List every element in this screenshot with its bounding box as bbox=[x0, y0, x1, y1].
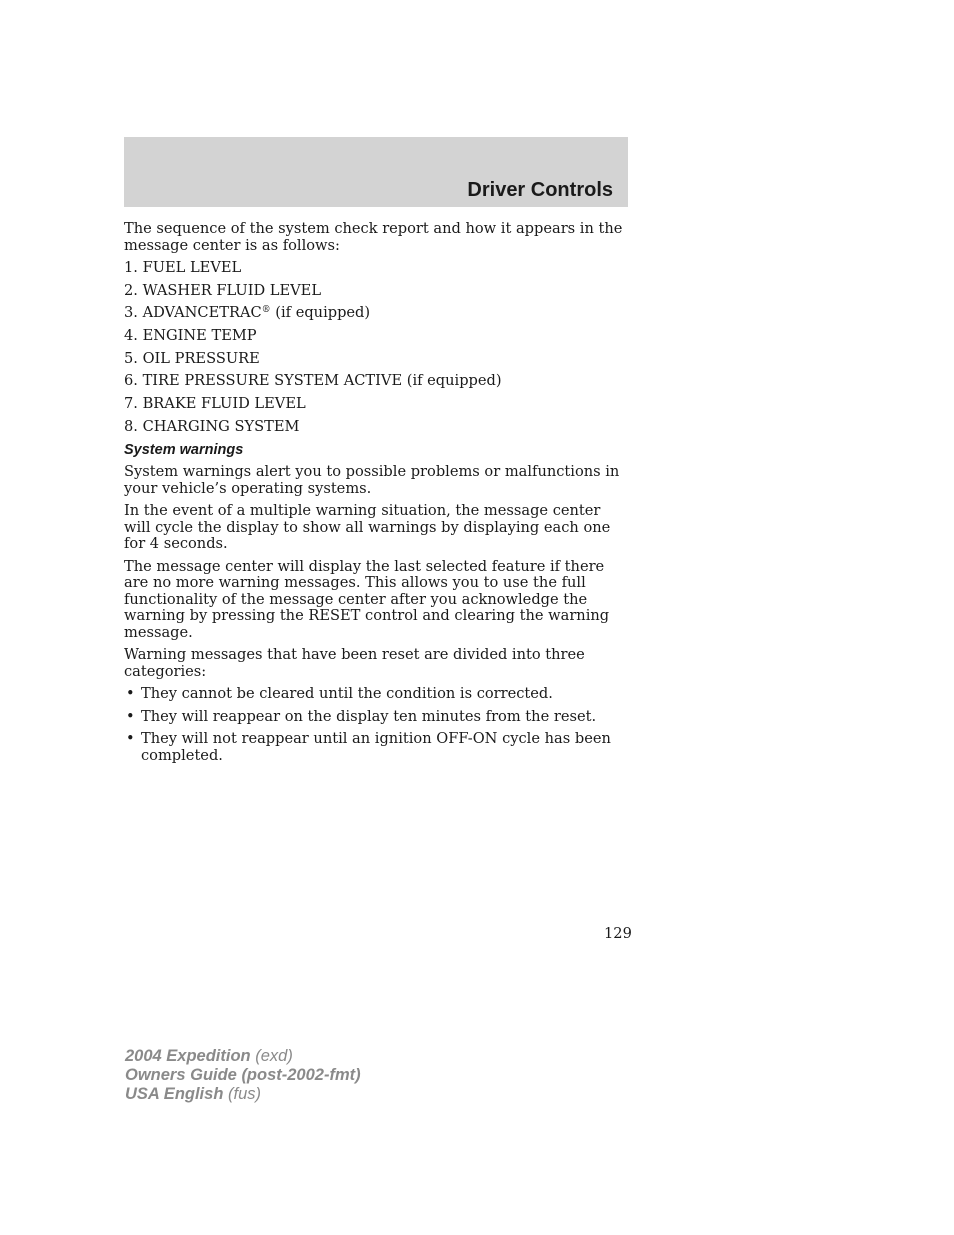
page-content bbox=[124, 221, 630, 770]
list-item-text: 3. ADVANCETRAC bbox=[124, 304, 262, 322]
body-paragraph: The message center will display the last selected feature if there are no more warning messages. This allows you to use the full functionality of the message center after you acknowledge the warning by pressing the RESET control and clearing the warning message. bbox=[124, 557, 610, 641]
list-item-text: 4. ENGINE TEMP bbox=[124, 327, 257, 345]
registered-mark: ® bbox=[261, 305, 271, 316]
system-warnings-heading: System warnings bbox=[124, 442, 244, 459]
page-number: 129 bbox=[604, 925, 632, 942]
footer-model-name: 2004 Expedition bbox=[125, 1047, 251, 1065]
list-item bbox=[124, 260, 630, 277]
footer-line-language bbox=[125, 1085, 361, 1104]
list-item-text: They will reappear on the display ten minutes from the reset. bbox=[141, 707, 597, 725]
list-item bbox=[124, 351, 630, 368]
list-item bbox=[124, 709, 630, 726]
body-paragraph: Warning messages that have been reset are divided into three categories: bbox=[124, 646, 585, 680]
list-item bbox=[124, 305, 630, 322]
list-item-text: 1. FUEL LEVEL bbox=[124, 259, 242, 276]
section-title: Driver Controls bbox=[467, 179, 613, 201]
list-item-text: 6. TIRE PRESSURE SYSTEM ACTIVE (if equipped) bbox=[124, 372, 502, 390]
list-item-text: They cannot be cleared until the condition is corrected. bbox=[141, 685, 553, 703]
section-header-band bbox=[124, 137, 628, 207]
footer-line-guide bbox=[125, 1066, 361, 1085]
footer-language-code: (fus) bbox=[223, 1085, 261, 1103]
list-item-text: 5. OIL PRESSURE bbox=[124, 349, 260, 367]
list-item bbox=[124, 419, 630, 436]
list-item bbox=[124, 328, 630, 345]
footer-model-code: (exd) bbox=[250, 1047, 293, 1065]
list-item bbox=[124, 686, 630, 703]
list-item bbox=[124, 373, 630, 390]
bullet-icon: • bbox=[126, 707, 135, 725]
list-item bbox=[124, 283, 630, 300]
list-item-text: They will not reappear until an ignition OFF-ON cycle has been completed. bbox=[141, 730, 611, 764]
intro-paragraph: The sequence of the system check report and how it appears in the message center is as follows: bbox=[124, 220, 623, 254]
list-item-suffix: (if equipped) bbox=[270, 304, 371, 322]
footer-guide-name: Owners Guide (post-2002-fmt) bbox=[125, 1066, 361, 1084]
bullet-icon: • bbox=[126, 685, 135, 703]
body-paragraph: System warnings alert you to possible problems or malfunctions in your vehicle’s operating systems. bbox=[124, 463, 620, 497]
body-paragraph: In the event of a multiple warning situation, the message center will cycle the display to show all warnings by displaying each one for 4 seconds. bbox=[124, 502, 611, 553]
system-check-list bbox=[124, 260, 630, 435]
list-item-text: 7. BRAKE FLUID LEVEL bbox=[124, 395, 306, 413]
document-footer bbox=[125, 1047, 361, 1104]
list-item-text: 8. CHARGING SYSTEM bbox=[124, 417, 300, 435]
list-item-text: 2. WASHER FLUID LEVEL bbox=[124, 281, 322, 299]
list-item bbox=[124, 396, 630, 413]
warning-categories-list bbox=[124, 686, 630, 764]
footer-line-model bbox=[125, 1047, 361, 1066]
list-item bbox=[124, 731, 630, 764]
footer-language-name: USA English bbox=[125, 1085, 224, 1103]
bullet-icon: • bbox=[126, 730, 135, 748]
